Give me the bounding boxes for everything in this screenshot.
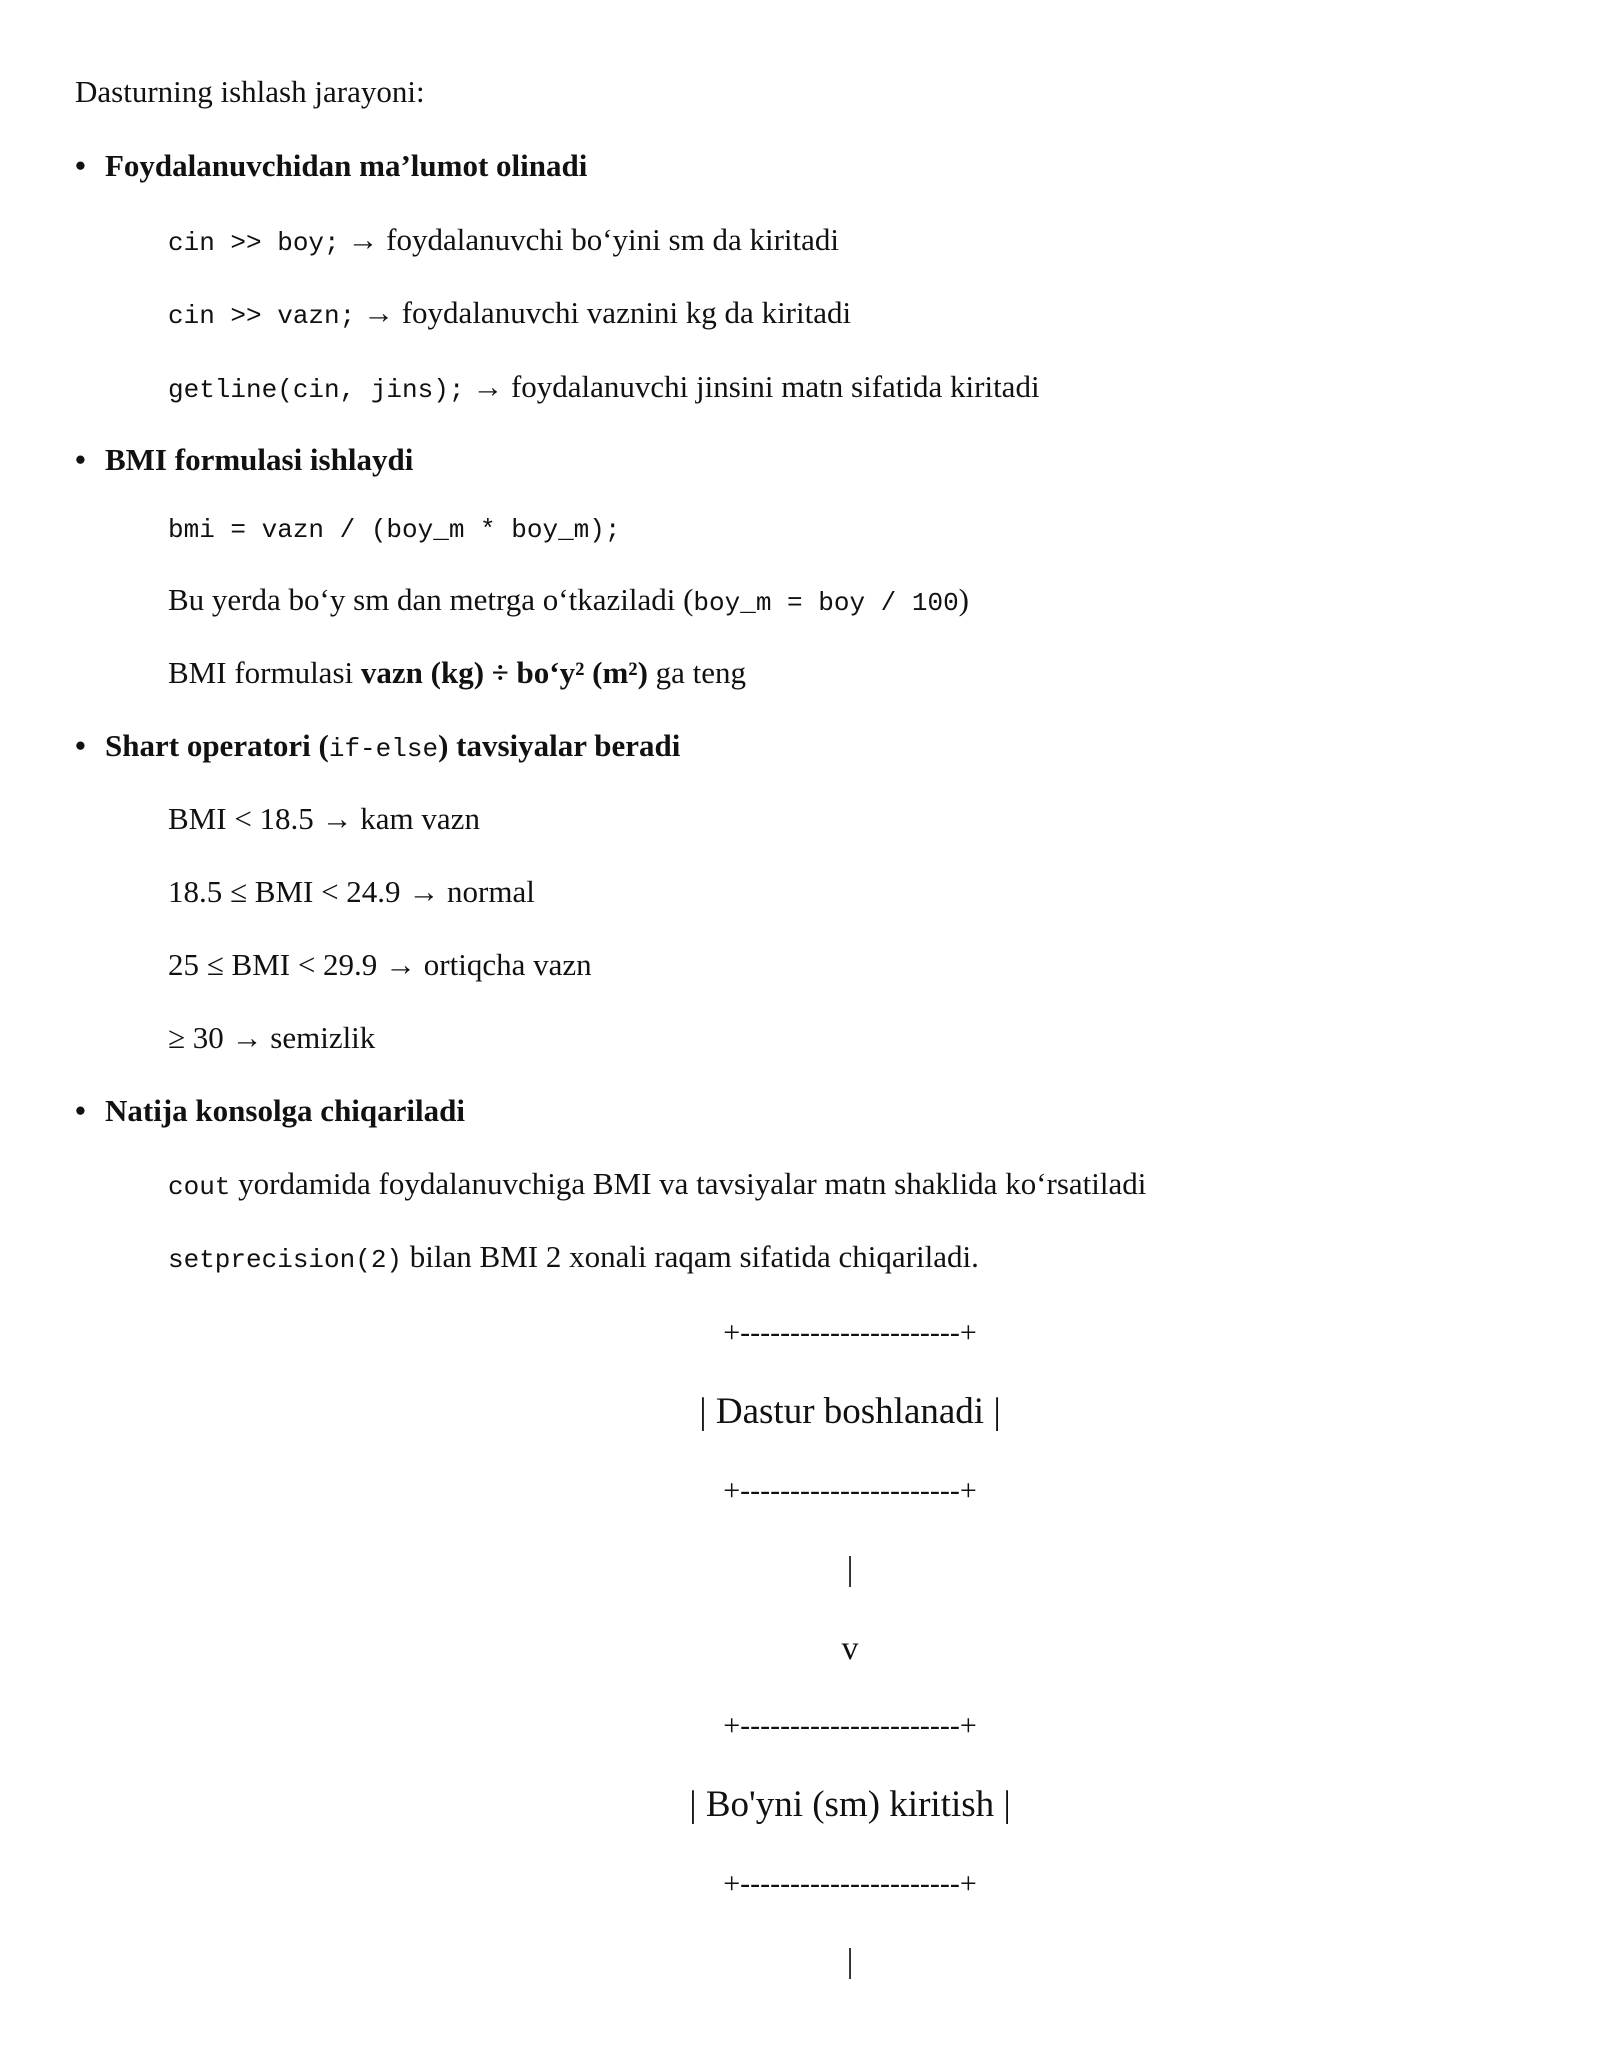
- item-text: ≥ 30 → semizlik: [168, 1020, 376, 1055]
- item-text: BMI < 18.5 → kam vazn: [168, 801, 480, 836]
- section-3-item-2: [168, 872, 535, 912]
- bullet-icon: •: [75, 1093, 86, 1128]
- item-text: 18.5 ≤ BMI < 24.9 → normal: [168, 874, 535, 909]
- flowchart-box-start: | Dastur boshlanadi |: [699, 1391, 1001, 1432]
- section-1-item-3: [168, 367, 1040, 410]
- flowchart-connector: |: [846, 1943, 854, 1980]
- item-text: yordamida foydalanuvchiga BMI va tavsiyalar matn shaklida ko‘rsatiladi: [230, 1166, 1147, 1201]
- item-text-before: BMI formulasi: [168, 655, 361, 690]
- section-3-item-1: [168, 799, 480, 839]
- intro-text: Dasturning ishlash jarayoni:: [75, 74, 425, 109]
- code-snippet: getline(cin, jins);: [168, 375, 465, 405]
- bullet-icon: •: [75, 148, 86, 183]
- section-2-item-3: [168, 653, 746, 693]
- item-text: → foydalanuvchi vaznini kg da kiritadi: [355, 295, 852, 330]
- section-4-item-1: [168, 1164, 1146, 1207]
- flowchart-border-top-1: +----------------------+: [723, 1316, 977, 1349]
- section-1-item-1: [168, 220, 839, 263]
- section-4-title: Natija konsolga chiqariladi: [105, 1093, 465, 1128]
- section-1-item-2: [168, 293, 851, 336]
- flowchart-border-bottom-1: +----------------------+: [723, 1474, 977, 1507]
- section-3-item-3: [168, 945, 592, 985]
- section-3-heading: [75, 726, 680, 769]
- section-2-title: BMI formulasi ishlaydi: [105, 442, 414, 477]
- section-2-item-1: [168, 507, 620, 550]
- section-3-title-code: if-else: [328, 734, 439, 764]
- section-3-item-4: [168, 1018, 375, 1058]
- section-3-title-after: ) tavsiyalar beradi: [438, 728, 681, 763]
- code-snippet: cin >> boy;: [168, 228, 340, 258]
- flowchart-arrow-icon: v: [841, 1630, 859, 1667]
- section-2-heading: [75, 440, 413, 480]
- flowchart-border-bottom-2: +----------------------+: [723, 1867, 977, 1900]
- section-1-heading: [75, 146, 587, 186]
- bullet-icon: •: [75, 442, 86, 477]
- code-snippet: cin >> vazn;: [168, 301, 356, 331]
- section-4-item-2: [168, 1237, 979, 1280]
- code-snippet: setprecision(2): [168, 1245, 403, 1275]
- formula-bold: vazn (kg) ÷ bo‘y² (m²): [360, 655, 648, 690]
- flowchart-box-input-height: | Bo'yni (sm) kiritish |: [689, 1784, 1011, 1825]
- item-text: → foydalanuvchi jinsini matn sifatida kiritadi: [464, 369, 1040, 404]
- flowchart-connector: |: [846, 1551, 854, 1588]
- bullet-icon: •: [75, 728, 86, 763]
- code-snippet: bmi = vazn / (boy_m * boy_m);: [168, 515, 621, 545]
- section-1-title: Foydalanuvchidan ma’lumot olinadi: [105, 148, 588, 183]
- item-text: → foydalanuvchi bo‘yini sm da kiritadi: [339, 222, 839, 257]
- item-text-after: ga teng: [647, 655, 747, 690]
- item-text-before: Bu yerda bo‘y sm dan metrga o‘tkaziladi (: [168, 582, 694, 617]
- code-snippet: boy_m = boy / 100: [693, 588, 959, 618]
- code-snippet: cout: [168, 1172, 231, 1202]
- section-3-title-before: Shart operatori (: [105, 728, 329, 763]
- section-2-item-2: [168, 580, 969, 623]
- item-text: bilan BMI 2 xonali raqam sifatida chiqariladi.: [402, 1239, 979, 1274]
- item-text-after: ): [958, 582, 969, 617]
- flowchart-border-top-2: +----------------------+: [723, 1709, 977, 1742]
- item-text: 25 ≤ BMI < 29.9 → ortiqcha vazn: [168, 947, 592, 982]
- section-4-heading: [75, 1091, 465, 1131]
